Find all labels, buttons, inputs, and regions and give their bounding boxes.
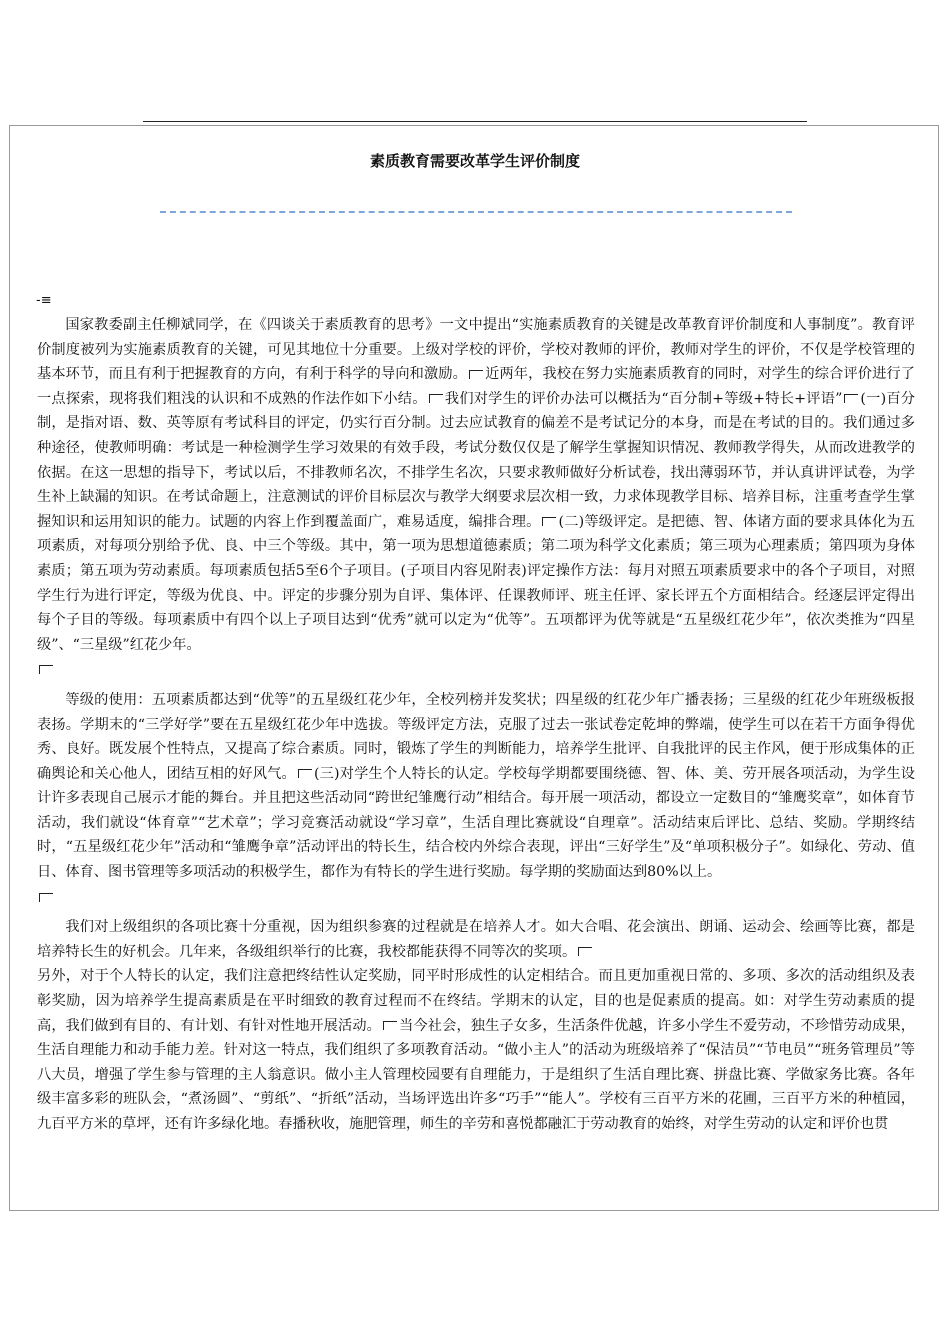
paragraph [37,313,915,657]
paragraph-text: 另外，对于个人特长的认定，我们注意把终结性认定奖励，同平时形成性的认定相结合。而且更加重视日常的、多项、多次的活动组织及表彰奖励，因为培养学生提高素质是在平时细致的教育过程而不在终结。学期末的认定，目的也是促素质的提高。如：对学生劳动素质的提高，我们做到有目的、有计划、有针对性地开展活动。 [37,968,915,1034]
paragraph-break-mark-icon [542,517,556,526]
paragraph-text: 近两年，我校在努力实施素质教育的同时，对学生的综合评价进行了一点探索，现将我们粗浅的认识和不成熟的作法作如下小结。 [37,366,915,407]
paragraph-break-mark-icon [429,394,443,403]
paragraph-text: 等级的使用：五项素质都达到“优等”的五星级红花少年，全校列榜并发奖状；四星级的红花少年广播表扬；三星级的红花少年班级板报表扬。学期末的“三学好学”要在五星级红花少年中选拔。等级评定方法，克服了过去一张试卷定乾坤的弊端，使学生可以在若干方面争得优秀、良好。既发展个性特点，又提高了综合素质。同时，锻炼了学生的判断能力，培养学生批评、自我批评的民主作风，便于形成集体的正确舆论和关心他人，团结互相的好风气。 [37,691,915,782]
paragraph-text: 国家教委副主任柳斌同学，在《四谈关于素质教育的思考》一文中提出“实施素质教育的关键是改革教育评价制度和人事制度”。教育评价制度被列为实施素质教育的关键，可见其地位十分重要。上级对学校的评价，学校对教师的评价，教师对学生的评价，不仅是学校管理的基本环节，而且有利于把握教育的方向，有利于科学的导向和激励。 [37,317,915,383]
document-body [37,313,915,1137]
paragraph-break-row [37,885,915,910]
paragraph-text: 我们对学生的评价办法可以概括为“百分制+等级+特长+评语” [444,390,843,407]
paragraph-text: (一)百分制，是指对语、数、英等原有考试科目的评定，仍实行百分制。过去应试教育的偏差不是考试记分的本身，而是在考试的目的。我们通过多种途径，使教师明确：考试是一种检测学生学习效果的有效手段，考试分数仅仅是了解学生掌握知识情况、教师教学得失，从而改进教学的依据。在这一思想的指导下，考试以后，不排教师名次，不排学生名次，只要求教师做好分析试卷，找出薄弱环节，并认真讲评试卷，为学生补上缺漏的知识。在考试命题上，注意测试的评价目标层次与教学大纲要求层次相一致，力求体现教学目标、培养目标，注重考查学生掌握知识和运用知识的能力。试题的内容上作到覆盖面广，难易适度，编排合理。 [37,390,915,530]
title-divider [160,211,792,213]
document-title: 素质教育需要改革学生评价制度 [369,152,580,170]
paragraph-break-mark-icon [844,394,858,403]
paragraph-break-mark-icon [383,1021,397,1030]
paragraph-break-mark-icon [578,947,592,956]
paragraph-text: 当今社会，独生子女多，生活条件优越，许多小学生不爱劳动，不珍惜劳动成果，生活自理能力和动手能力差。针对这一特点，我们组织了多项教育活动。“做小主人”的活动为班级培养了“保洁员”“节电员”“班务管理员”等八大员，增强了学生参与管理的主人翁意识。做小主人管理校园要有自理能力，于是组织了生活自理比赛、拼盘比赛、学做家务比赛。各年级丰富多彩的班队会，“煮汤圆”、“剪纸”、“折纸”活动，当场评选出许多“巧手”“能人”。学校有三百平方米的花圃，三百平方米的种植园，九百平方米的草坪，还有许多绿化地。春播秋收，施肥管理，师生的辛劳和喜悦都融汇于劳动教育的始终，对学生劳动的认定和评价也贯 [37,1017,915,1132]
paragraph-text: (三)对学生个人特长的认定。学校每学期都要围绕德、智、体、美、劳开展各项活动，为学生设计许多表现自己展示才能的舞台。并且把这些活动同“跨世纪雏鹰行动”相结合。每开展一项活动，都设立一定数目的“雏鹰奖章”，如体育节活动，我们就设“体育章”“艺术章”；学习竞赛活动就设“学习章”，生活自理比赛就设“自理章”。活动结束后评比、总结、奖励。学期终结时，“五星级红花少年”活动和“雏鹰争章”活动评出的特长生，结合校内外综合表现，评出“三好学生”及“单项积极分子”。如绿化、劳动、值日、体育、图书管理等多项活动的积极学生，都作为有特长的学生进行奖励。每学期的奖励面达到80%以上。 [37,765,915,881]
paragraph-break-row [37,657,915,682]
paragraph [37,964,915,1136]
paragraph-text: 我们对上级组织的各项比赛十分重视，因为组织参赛的过程就是在培养人才。如大合唱、花会演出、朗诵、运动会、绘画等比赛，都是培养特长生的好机会。几年来，各级组织举行的比赛，我校都能获得不同等次的奖项。 [37,919,915,960]
section-marker: -≡ [36,293,52,308]
paragraph-text: (二)等级评定。是把德、智、体诸方面的要求具体化为五项素质，对每项分别给予优、良、中三个等级。其中，第一项为思想道德素质；第二项为科学文化素质；第三项为心理素质；第四项为身体素质；第五项为劳动素质。每项素质包括5至6个子项目。(子项目内容见附表)评定操作方法：每月对照五项素质要求中的各个子项目，对照学生行为进行评定，等级为优良、中。评定的步骤分别为自评、集体评、任课教师评、班主任评、家长评五个方面相结合。经逐层评定得出每个子目的等级。每项素质中有四个以上子项目达到“优秀”就可以定为“优等”。五项都评为优等就是“五星级红花少年”，依次类推为“四星级”、“三星级”红花少年。 [37,513,915,653]
paragraph-break-mark-icon [469,370,483,379]
paragraph-break-mark-icon [39,665,53,674]
paragraph [37,688,915,885]
paragraph [37,915,915,964]
paragraph-break-mark-icon [298,769,312,778]
paragraph-break-mark-icon [39,893,53,902]
header-rule [143,121,807,122]
